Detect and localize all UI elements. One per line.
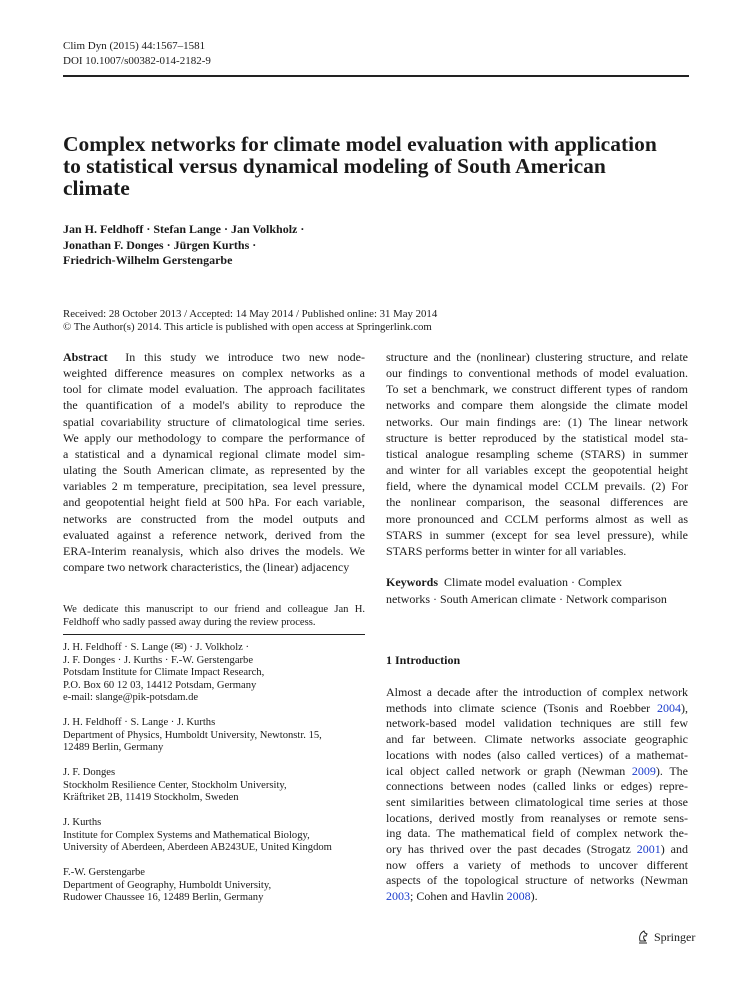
text-segment: Department of Geography, Humboldt University, — [63, 879, 272, 891]
journal-header — [63, 39, 211, 69]
text-line — [386, 430, 688, 446]
affiliation-group — [63, 867, 383, 905]
text-line — [63, 717, 383, 730]
text-line — [63, 527, 365, 543]
text-segment: the quantification of a model's ability to reproduce the — [63, 398, 365, 413]
abstract-label: Abstract — [63, 350, 126, 364]
authors-line: Jan H. Feldhoff · Stefan Lange · Jan Volkholz · — [63, 222, 305, 236]
text-segment: Kräftriket 2B, 11419 Stockholm, Sweden — [63, 792, 239, 803]
text-segment: variables 2 m temperature, precipitation, sea level pressure, — [63, 479, 365, 494]
text-segment: STARS in summer (except for sea level pressure), while — [386, 527, 688, 542]
text-segment: networks are constructed from the model outputs and — [63, 511, 365, 526]
text-segment: our findings to conventional methods of model evaluation. — [386, 366, 688, 381]
text-line — [386, 349, 688, 365]
text-line — [386, 701, 688, 717]
keywords-line: Climate model evaluation · Complex — [444, 575, 622, 589]
affiliations — [63, 642, 383, 917]
text-segment: networks. Our main findings are: (1) The linear network — [386, 414, 688, 429]
text-line — [386, 732, 688, 748]
text-segment: 12489 Berlin, Germany — [63, 742, 164, 753]
text-line — [63, 742, 383, 755]
text-segment: In this study we introduce two new node- — [125, 350, 365, 364]
text-line — [63, 655, 383, 668]
text-line — [63, 381, 365, 397]
text-segment: ing data. The mathematical field of complex network the- — [386, 826, 688, 841]
text-segment: locations, derived mostly from reanalyses or remote sens- — [386, 810, 688, 825]
text-line — [386, 397, 688, 413]
text-segment: spatial covariability structure of climatological time series. — [63, 414, 365, 429]
copyright-notice: © The Author(s) 2014. This article is published with open access at Springerlink.com — [63, 320, 432, 333]
text-line — [63, 349, 365, 365]
text-segment: evaluated against a reference network, derived from the — [63, 527, 365, 542]
introduction-text — [386, 685, 688, 905]
text-line — [63, 543, 365, 559]
text-segment: P.O. Box 60 12 03, 14412 Potsdam, Germany — [63, 679, 257, 691]
doi: DOI 10.1007/s00382-014-2182-9 — [63, 55, 211, 67]
text-segment: Potsdam Institute for Climate Impact Research, — [63, 667, 265, 678]
text-line — [63, 792, 383, 805]
text-line — [63, 430, 365, 446]
text-segment: We dedicate this manuscript to our friend and colleague Jan H. — [63, 604, 365, 615]
text-segment: J. F. Donges — [63, 767, 116, 778]
text-line — [63, 817, 383, 830]
text-segment: e-mail: slange@pik-potsdam.de — [63, 692, 199, 703]
text-line — [386, 511, 688, 527]
text-line — [63, 842, 383, 855]
text-line — [386, 478, 688, 494]
text-line — [386, 381, 688, 397]
text-segment: To set a benchmark, we construct different types of random — [386, 382, 688, 397]
text-line — [63, 617, 365, 630]
text-line — [386, 527, 688, 543]
title-line: to statistical versus dynamical modeling of South American — [63, 154, 606, 178]
text-line — [386, 873, 688, 889]
springer-horse-icon — [636, 929, 650, 945]
author-list — [63, 222, 304, 269]
text-line — [386, 365, 688, 381]
title-line: climate — [63, 176, 130, 200]
text-segment: and winter for all variables except the geopotential height — [386, 463, 688, 478]
text-line — [386, 748, 688, 764]
text-segment: locations with nodes (also called vertices) of a mathemat- — [386, 747, 688, 762]
text-line — [63, 446, 365, 462]
text-segment: Feldhoff who sadly passed away during the review process. — [63, 616, 316, 628]
journal-citation: Clim Dyn (2015) 44:1567–1581 — [63, 40, 206, 52]
text-line — [386, 764, 688, 780]
text-segment: more pronounced and CCLM performs almost as well as — [386, 511, 688, 526]
text-segment: ERA-Interim reanalysis, which also drives the models. We — [63, 543, 365, 558]
text-segment: STARS performs better in winter for all variables. — [386, 543, 627, 558]
citation-link[interactable]: 2009 — [631, 763, 656, 778]
text-line — [63, 867, 383, 880]
text-line — [63, 462, 365, 478]
text-segment: ory has thrived over the past decades (Strogatz — [386, 842, 637, 857]
text-line — [63, 494, 365, 510]
text-segment: Rudower Chaussee 16, 12489 Berlin, Germany — [63, 892, 264, 903]
text-segment: sent similarities between climatological time series at those — [386, 794, 688, 809]
paper-title — [63, 133, 703, 199]
abstract-right — [386, 349, 688, 559]
affiliation-group — [63, 717, 383, 755]
text-segment: methods into climate science (Tsonis and Roebber — [386, 700, 657, 715]
text-line — [63, 892, 383, 905]
text-line — [386, 889, 688, 905]
text-line — [63, 830, 383, 843]
keywords-label: Keywords — [386, 575, 438, 589]
text-line — [63, 730, 383, 743]
text-segment: and geopotential height field at 500 hPa. For each variable, — [63, 495, 365, 510]
received-accepted-published: Received: 28 October 2013 / Accepted: 14 May 2014 / Published online: 31 May 2014 — [63, 308, 438, 320]
citation-link[interactable]: 2004 — [657, 700, 681, 715]
text-segment: compare two network characteristics, the (linear) adjacency — [63, 560, 350, 575]
springer-logo — [636, 929, 695, 945]
text-segment: F.-W. Gerstengarbe — [63, 867, 146, 878]
keywords-line: networks · South American climate · Network comparison — [386, 592, 667, 606]
text-line — [63, 478, 365, 494]
text-line — [386, 446, 688, 462]
text-segment: J. H. Feldhoff · S. Lange (✉) · J. Volkholz · — [63, 642, 250, 653]
text-segment: ), — [681, 700, 688, 715]
citation-link[interactable]: 2001 — [636, 842, 661, 857]
text-segment: aspects of the topological structure of networks (Newman — [386, 873, 688, 888]
affiliation-group — [63, 767, 383, 805]
citation-link[interactable]: 2008 — [506, 889, 531, 904]
text-line — [63, 642, 383, 655]
text-segment: J. Kurths — [63, 817, 102, 828]
text-line — [386, 462, 688, 478]
text-line — [386, 685, 688, 701]
text-line — [386, 414, 688, 430]
text-line — [63, 559, 365, 575]
text-segment: weighted difference measures on complex networks as a — [63, 366, 365, 381]
text-segment: tistical analogue resampling scheme (STARS) in summer — [386, 446, 688, 461]
text-line — [386, 826, 688, 842]
authors-line: Friedrich-Wilhelm Gerstengarbe — [63, 253, 233, 267]
authors-line: Jonathan F. Donges · Jürgen Kurths · — [63, 237, 257, 252]
publication-dates — [63, 308, 437, 333]
text-segment: tool for climate model evaluation. The approach facilitates — [63, 382, 365, 397]
text-segment: We apply our methodology to compare the performance of — [63, 430, 365, 445]
text-line — [63, 511, 365, 527]
text-line — [386, 543, 688, 559]
text-line — [63, 692, 383, 705]
header-rule — [63, 75, 689, 77]
text-segment: University of Aberdeen, Aberdeen AB243UE, United Kingdom — [63, 842, 332, 853]
dedication — [63, 604, 365, 629]
text-line — [63, 780, 383, 793]
text-segment: ulating the South American climate, as represented by the — [63, 463, 365, 478]
text-segment: ) and — [660, 842, 688, 857]
affiliation-group — [63, 642, 383, 705]
text-line — [63, 365, 365, 381]
text-line — [63, 667, 383, 680]
text-segment: and far between. Climate networks associate geographic — [386, 732, 688, 747]
text-line — [63, 680, 383, 693]
text-line — [386, 779, 688, 795]
text-segment: a statistical and a dynamical regional climate model sim- — [63, 446, 365, 461]
text-segment: structure and the (nonlinear) clustering structure, and relate — [386, 350, 688, 364]
text-segment: structure is better reproduced by the statistical model sta- — [386, 430, 688, 445]
title-line: Complex networks for climate model evaluation with application — [63, 132, 657, 156]
text-line — [63, 397, 365, 413]
text-line — [386, 716, 688, 732]
text-segment: J. F. Donges · J. Kurths · F.-W. Gerstengarbe — [63, 654, 254, 666]
text-line — [63, 880, 383, 893]
section-heading-introduction: 1 Introduction — [386, 653, 461, 667]
text-segment: ; Cohen and Havlin — [410, 889, 507, 904]
text-segment: now offers a variety of methods to uncover different — [386, 857, 688, 872]
text-segment: Stockholm Resilience Center, Stockholm University, — [63, 779, 287, 791]
text-segment: Department of Physics, Humboldt University, Newtonstr. 15, — [63, 729, 322, 741]
keywords — [386, 574, 706, 608]
text-segment: ). — [530, 889, 538, 904]
text-line — [386, 842, 688, 858]
citation-link[interactable]: 2003 — [386, 889, 410, 904]
text-line — [386, 494, 688, 510]
text-line — [63, 604, 365, 617]
text-line — [63, 767, 383, 780]
text-segment: network-based model validation techniques are still few — [386, 716, 688, 731]
affiliation-group — [63, 817, 383, 855]
text-segment: ). The — [655, 763, 688, 778]
text-segment: the nonlinear comparison, the seasonal differences are — [386, 495, 688, 510]
text-segment: Institute for Complex Systems and Mathematical Biology, — [63, 829, 310, 841]
springer-wordmark: Springer — [654, 929, 696, 944]
text-line — [63, 414, 365, 430]
text-segment: connections between nodes (called links or edges) repre- — [386, 779, 688, 794]
text-line — [386, 858, 688, 874]
text-segment: field, where the dynamical model CCLM prevails. (2) For — [386, 479, 688, 494]
abstract-left — [63, 349, 365, 575]
text-segment: ical object called network or graph (Newman — [386, 763, 632, 778]
text-segment: Almost a decade after the introduction of complex network — [386, 685, 688, 699]
text-segment: J. H. Feldhoff · S. Lange · J. Kurths — [63, 717, 216, 728]
text-line — [386, 795, 688, 811]
text-segment: networks and compare them alongside the climate model — [386, 398, 688, 413]
footnote-rule — [63, 634, 365, 635]
text-line — [386, 811, 688, 827]
